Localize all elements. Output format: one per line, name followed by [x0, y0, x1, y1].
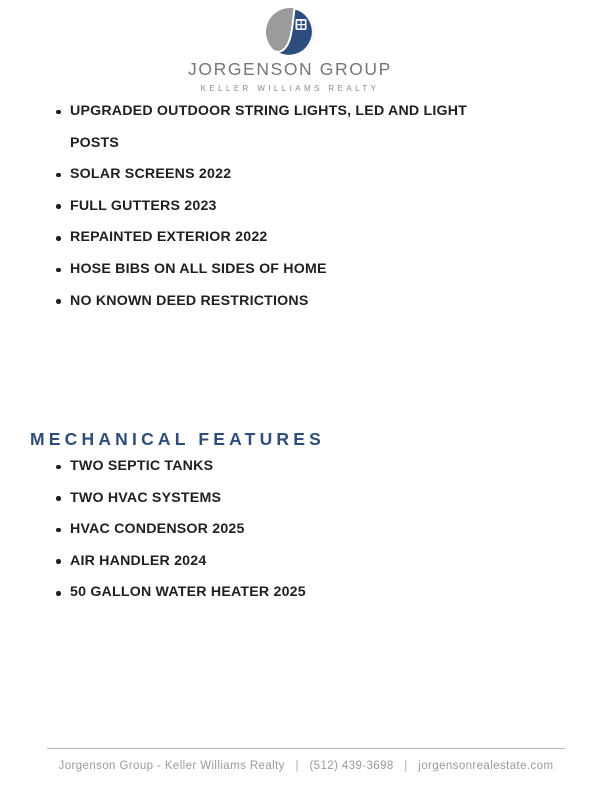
mechanical-features-list — [55, 451, 507, 609]
list-item-text: TWO SEPTIC TANKS — [70, 458, 214, 474]
list-item — [55, 96, 507, 159]
bullet-icon — [56, 465, 61, 470]
bullet-icon — [56, 236, 61, 241]
list-item — [55, 159, 507, 191]
section-heading-mechanical-features: MECHANICAL FEATURES — [30, 429, 325, 449]
list-item — [55, 222, 507, 254]
logo-icon — [266, 8, 314, 56]
list-item — [55, 254, 507, 286]
list-item-text: HVAC CONDENSOR 2025 — [70, 521, 245, 538]
footer-divider — [47, 748, 565, 749]
list-item-text: FULL GUTTERS 2023 — [70, 197, 217, 214]
list-item — [55, 546, 507, 578]
brand-tagline: KELLER WILLIAMS REALTY — [200, 84, 380, 93]
list-item — [55, 286, 507, 318]
footer-website: jorgensonrealestate.com — [418, 760, 554, 772]
bullet-icon — [56, 528, 61, 533]
list-item-text: SOLAR SCREENS 2022 — [70, 166, 232, 183]
bullet-icon — [56, 299, 61, 304]
footer-company: Jorgenson Group - Keller Williams Realty — [58, 760, 285, 772]
bullet-icon — [56, 173, 61, 178]
list-item — [55, 514, 507, 546]
logo — [0, 8, 580, 93]
list-item-text: HOSE BIBS ON ALL SIDES OF HOME — [70, 260, 327, 277]
list-item-text: AIR HANDLER 2024 — [70, 552, 207, 569]
bullet-icon — [56, 591, 61, 596]
bullet-icon — [56, 204, 61, 209]
brand-name: JORGENSON GROUP — [188, 59, 392, 79]
list-item-text: REPAINTED EXTERIOR 2022 — [70, 229, 268, 246]
bullet-icon — [56, 268, 61, 273]
exterior-features-list — [55, 96, 507, 317]
footer-phone: (512) 439-3698 — [309, 760, 394, 772]
footer-separator: | — [404, 760, 408, 772]
list-item-text: NO KNOWN DEED RESTRICTIONS — [70, 292, 309, 309]
bullet-icon — [56, 110, 61, 115]
list-item-text: TWO HVAC SYSTEMS — [70, 489, 222, 506]
bullet-icon — [56, 496, 61, 501]
list-item — [55, 191, 507, 223]
footer — [0, 760, 612, 772]
list-item — [55, 483, 507, 515]
footer-separator: | — [295, 760, 299, 772]
bullet-icon — [56, 559, 61, 564]
list-item-text: 50 GALLON WATER HEATER 2025 — [70, 584, 306, 601]
list-item — [55, 577, 507, 609]
list-item-text: UPGRADED OUTDOOR STRING LIGHTS, LED AND LIGHT POSTS — [70, 103, 468, 151]
list-item — [55, 451, 507, 483]
window-icon — [296, 19, 307, 30]
